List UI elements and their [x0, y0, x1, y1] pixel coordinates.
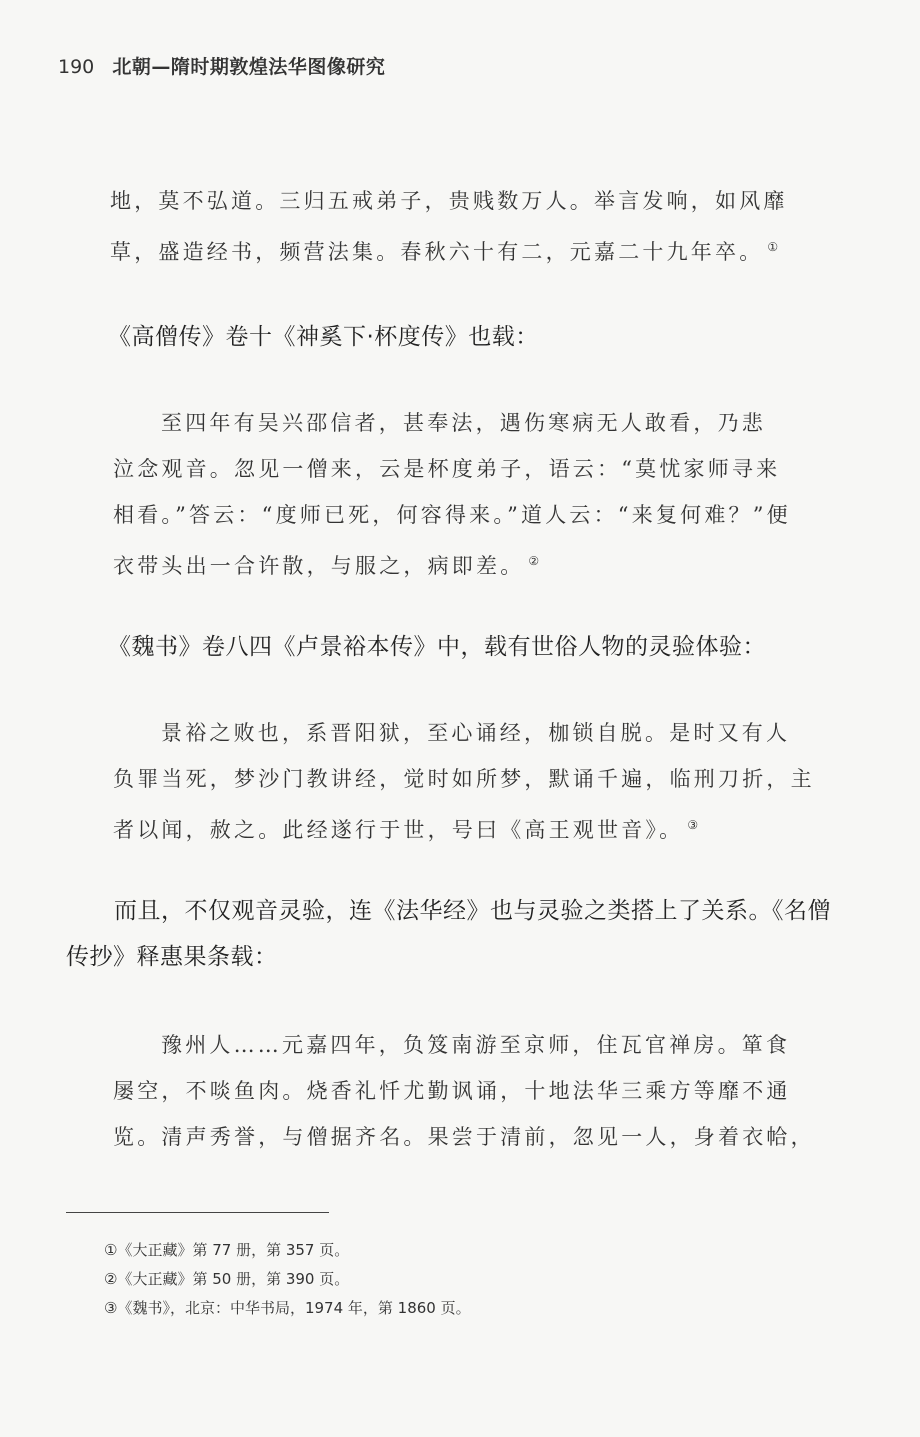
- quote-line: 屡空，不啖鱼肉。烧香礼忏尤勤讽诵，十地法华三乘方等靡不通: [113, 1079, 791, 1103]
- quote-line: 相看。”答云：“度师已死，何容得来。”道人云：“来复何难？”便: [113, 503, 791, 527]
- quote-line: 泣念观音。忽见一僧来，云是杯度弟子，语云：“莫忧家师寻来: [113, 457, 781, 481]
- footnote-3: ③《魏书》，北京：中华书局，1974 年，第 1860 页。: [104, 1299, 471, 1317]
- quote-block-2: [113, 400, 791, 589]
- footnote-2: ②《大正藏》第 50 册，第 390 页。: [104, 1270, 350, 1288]
- body-line: 传抄》释惠果条载：: [66, 944, 278, 970]
- quote-block-4: [113, 1022, 815, 1160]
- paragraph-1: [108, 314, 539, 360]
- quote-line: 豫州人……元嘉四年，负笈南游至京师，住瓦官禅房。箪食: [161, 1033, 791, 1057]
- paragraph-3: [66, 888, 831, 980]
- quote-block-3: [113, 710, 815, 853]
- quote-line: 景裕之败也，系晋阳狱，至心诵经，枷锁自脱。是时又有人: [161, 721, 791, 745]
- body-line: 《高僧传》卷十《神奚下·杯度传》也载：: [108, 324, 539, 350]
- footnote-marker: ③: [687, 818, 699, 832]
- footnote-marker: ②: [528, 554, 540, 568]
- paragraph-2: [108, 624, 766, 670]
- quote-line: 衣带头出一合许散，与服之，病即差。 ②: [113, 554, 540, 578]
- quote-line: 至四年有吴兴邵信者，甚奉法，遇伤寒病无人敢看，乃悲: [161, 411, 766, 435]
- quote-line: 览。清声秀誉，与僧据齐名。果尝于清前，忽见一人，身着衣帢，: [113, 1125, 815, 1149]
- book-title: 北朝—隋时期敦煌法华图像研究: [112, 56, 386, 78]
- footnotes: [104, 1236, 471, 1323]
- page-number: 190: [58, 56, 95, 78]
- quote-line: 者以闻，赦之。此经遂行于世，号曰《高王观世音》。 ③: [113, 818, 699, 842]
- running-header: [58, 52, 385, 79]
- body-line: 而且，不仅观音灵验，连《法华经》也与灵验之类搭上了关系。《名僧: [114, 898, 831, 924]
- footnote-divider: [66, 1212, 329, 1213]
- body-line: 《魏书》卷八四《卢景裕本传》中，载有世俗人物的灵验体验：: [108, 634, 766, 660]
- quote-block-1: [110, 178, 788, 275]
- footnote-1: ①《大正藏》第 77 册，第 357 页。: [104, 1241, 350, 1259]
- footnote-marker: ①: [767, 240, 779, 254]
- quote-line: 负罪当死，梦沙门教讲经，觉时如所梦，默诵千遍，临刑刀折，主: [113, 767, 815, 791]
- quote-line: 草，盛造经书，频营法集。春秋六十有二，元嘉二十九年卒。 ①: [110, 240, 779, 264]
- quote-line: 地，莫不弘道。三归五戒弟子，贵贱数万人。举言发响，如风靡: [110, 189, 788, 213]
